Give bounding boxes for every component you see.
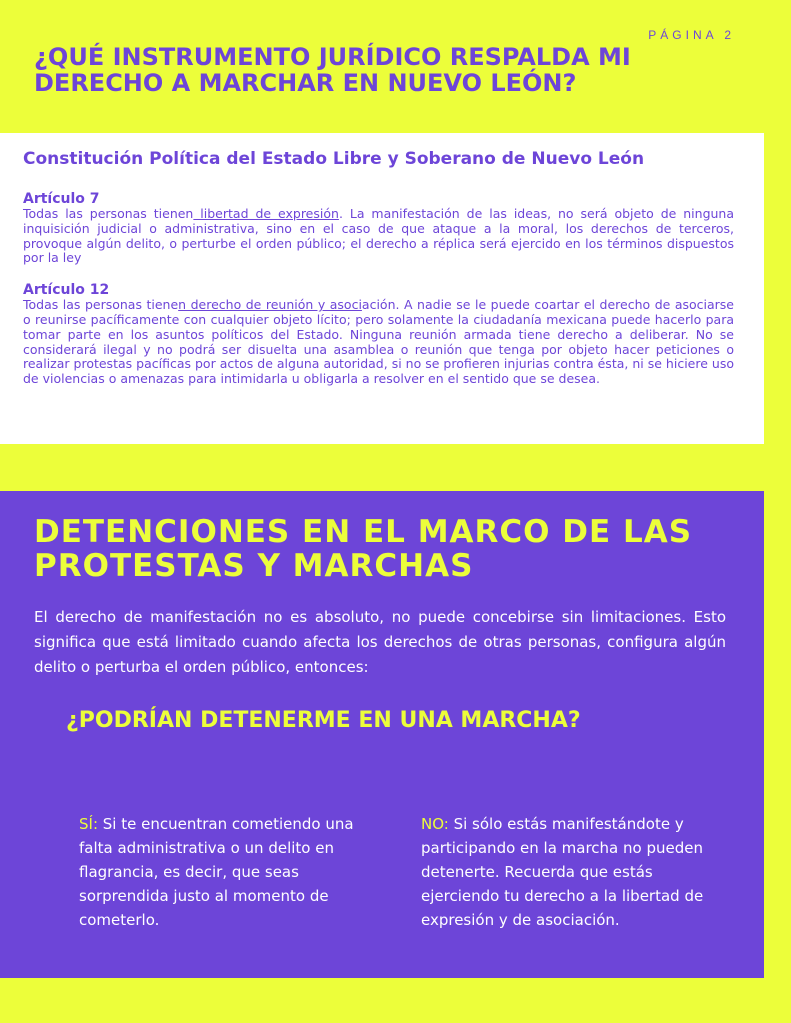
answer-no: NO: Si sólo estás manifestándote y participando en la marcha no pueden detenerte. Recuerda que estás ejerciendo tu derecho a la libertad de expresión y de asociación. bbox=[421, 815, 704, 929]
question-heading: ¿PODRÍAN DETENERME EN UNA MARCHA? bbox=[66, 708, 581, 733]
article-text: Todas las personas tienen derecho de reunión y asociación. A nadie se le puede coartar el derecho de asociarse o reunirse pacíficamente con cualquier objeto lícito; pero solamente la ciudadanía mexicana puede hacerlo para tomar parte en los asuntos políticos del Estado. Ninguna reunión armada tiene derecho a deliberar. No se considerará ilegal y no podrá ser disuelta una asamblea o reunión que tenga por objeto hacer peticiones o realizar protestas pacíficas por actos de alguna autoridad, si no se profieren injurias contra ésta, ni se hiciere uso de violencias o amenazas para intimidarla u obligarla a resolver en el sentido que se desea. bbox=[23, 297, 734, 387]
article-text: Todas las personas tienen libertad de expresión. La manifestación de las ideas, no será objeto de ninguna inquisición judicial o administrativa, sino en el caso de que ataque a la moral, los derechos de terceros, provoque algún delito, o perturbe el orden público; el derecho a réplica será ejercido en los términos dispuestos por la ley bbox=[23, 206, 735, 266]
article-title: Artículo 7 bbox=[23, 191, 100, 207]
section-intro: El derecho de manifestación no es absoluto, no puede concebirse sin limitaciones. Esto significa que está limitado cuando afecta los derechos de otras personas, configura algún delito o perturba el orden público, entonces: bbox=[34, 608, 726, 676]
page-title: ¿QUÉ INSTRUMENTO JURÍDICO RESPALDA MI DERECHO A MARCHAR EN NUEVO LEÓN? bbox=[34, 43, 631, 97]
page-number: PÁGINA 2 bbox=[648, 28, 735, 42]
law-excerpt-box bbox=[0, 133, 764, 444]
article-7 bbox=[23, 191, 734, 266]
article-12 bbox=[23, 282, 734, 387]
section-title: DETENCIONES EN EL MARCO DE LAS PROTESTAS Y MARCHAS bbox=[34, 514, 693, 584]
article-title: Artículo 12 bbox=[23, 282, 110, 299]
answer-yes: SÍ: Si te encuentran cometiendo una falta administrativa o un delito en flagrancia, es decir, que seas sorprendida justo al momento de cometerlo. bbox=[79, 815, 354, 929]
yes-label: SÍ: bbox=[79, 815, 98, 833]
no-label: NO: bbox=[421, 815, 449, 833]
underlined-phrase: libertad de expresión bbox=[193, 206, 339, 221]
law-title: Constitución Política del Estado Libre y Soberano de Nuevo León bbox=[23, 149, 645, 169]
underlined-phrase: n derecho de reunión y asoci bbox=[178, 297, 362, 313]
detentions-section bbox=[0, 491, 764, 978]
